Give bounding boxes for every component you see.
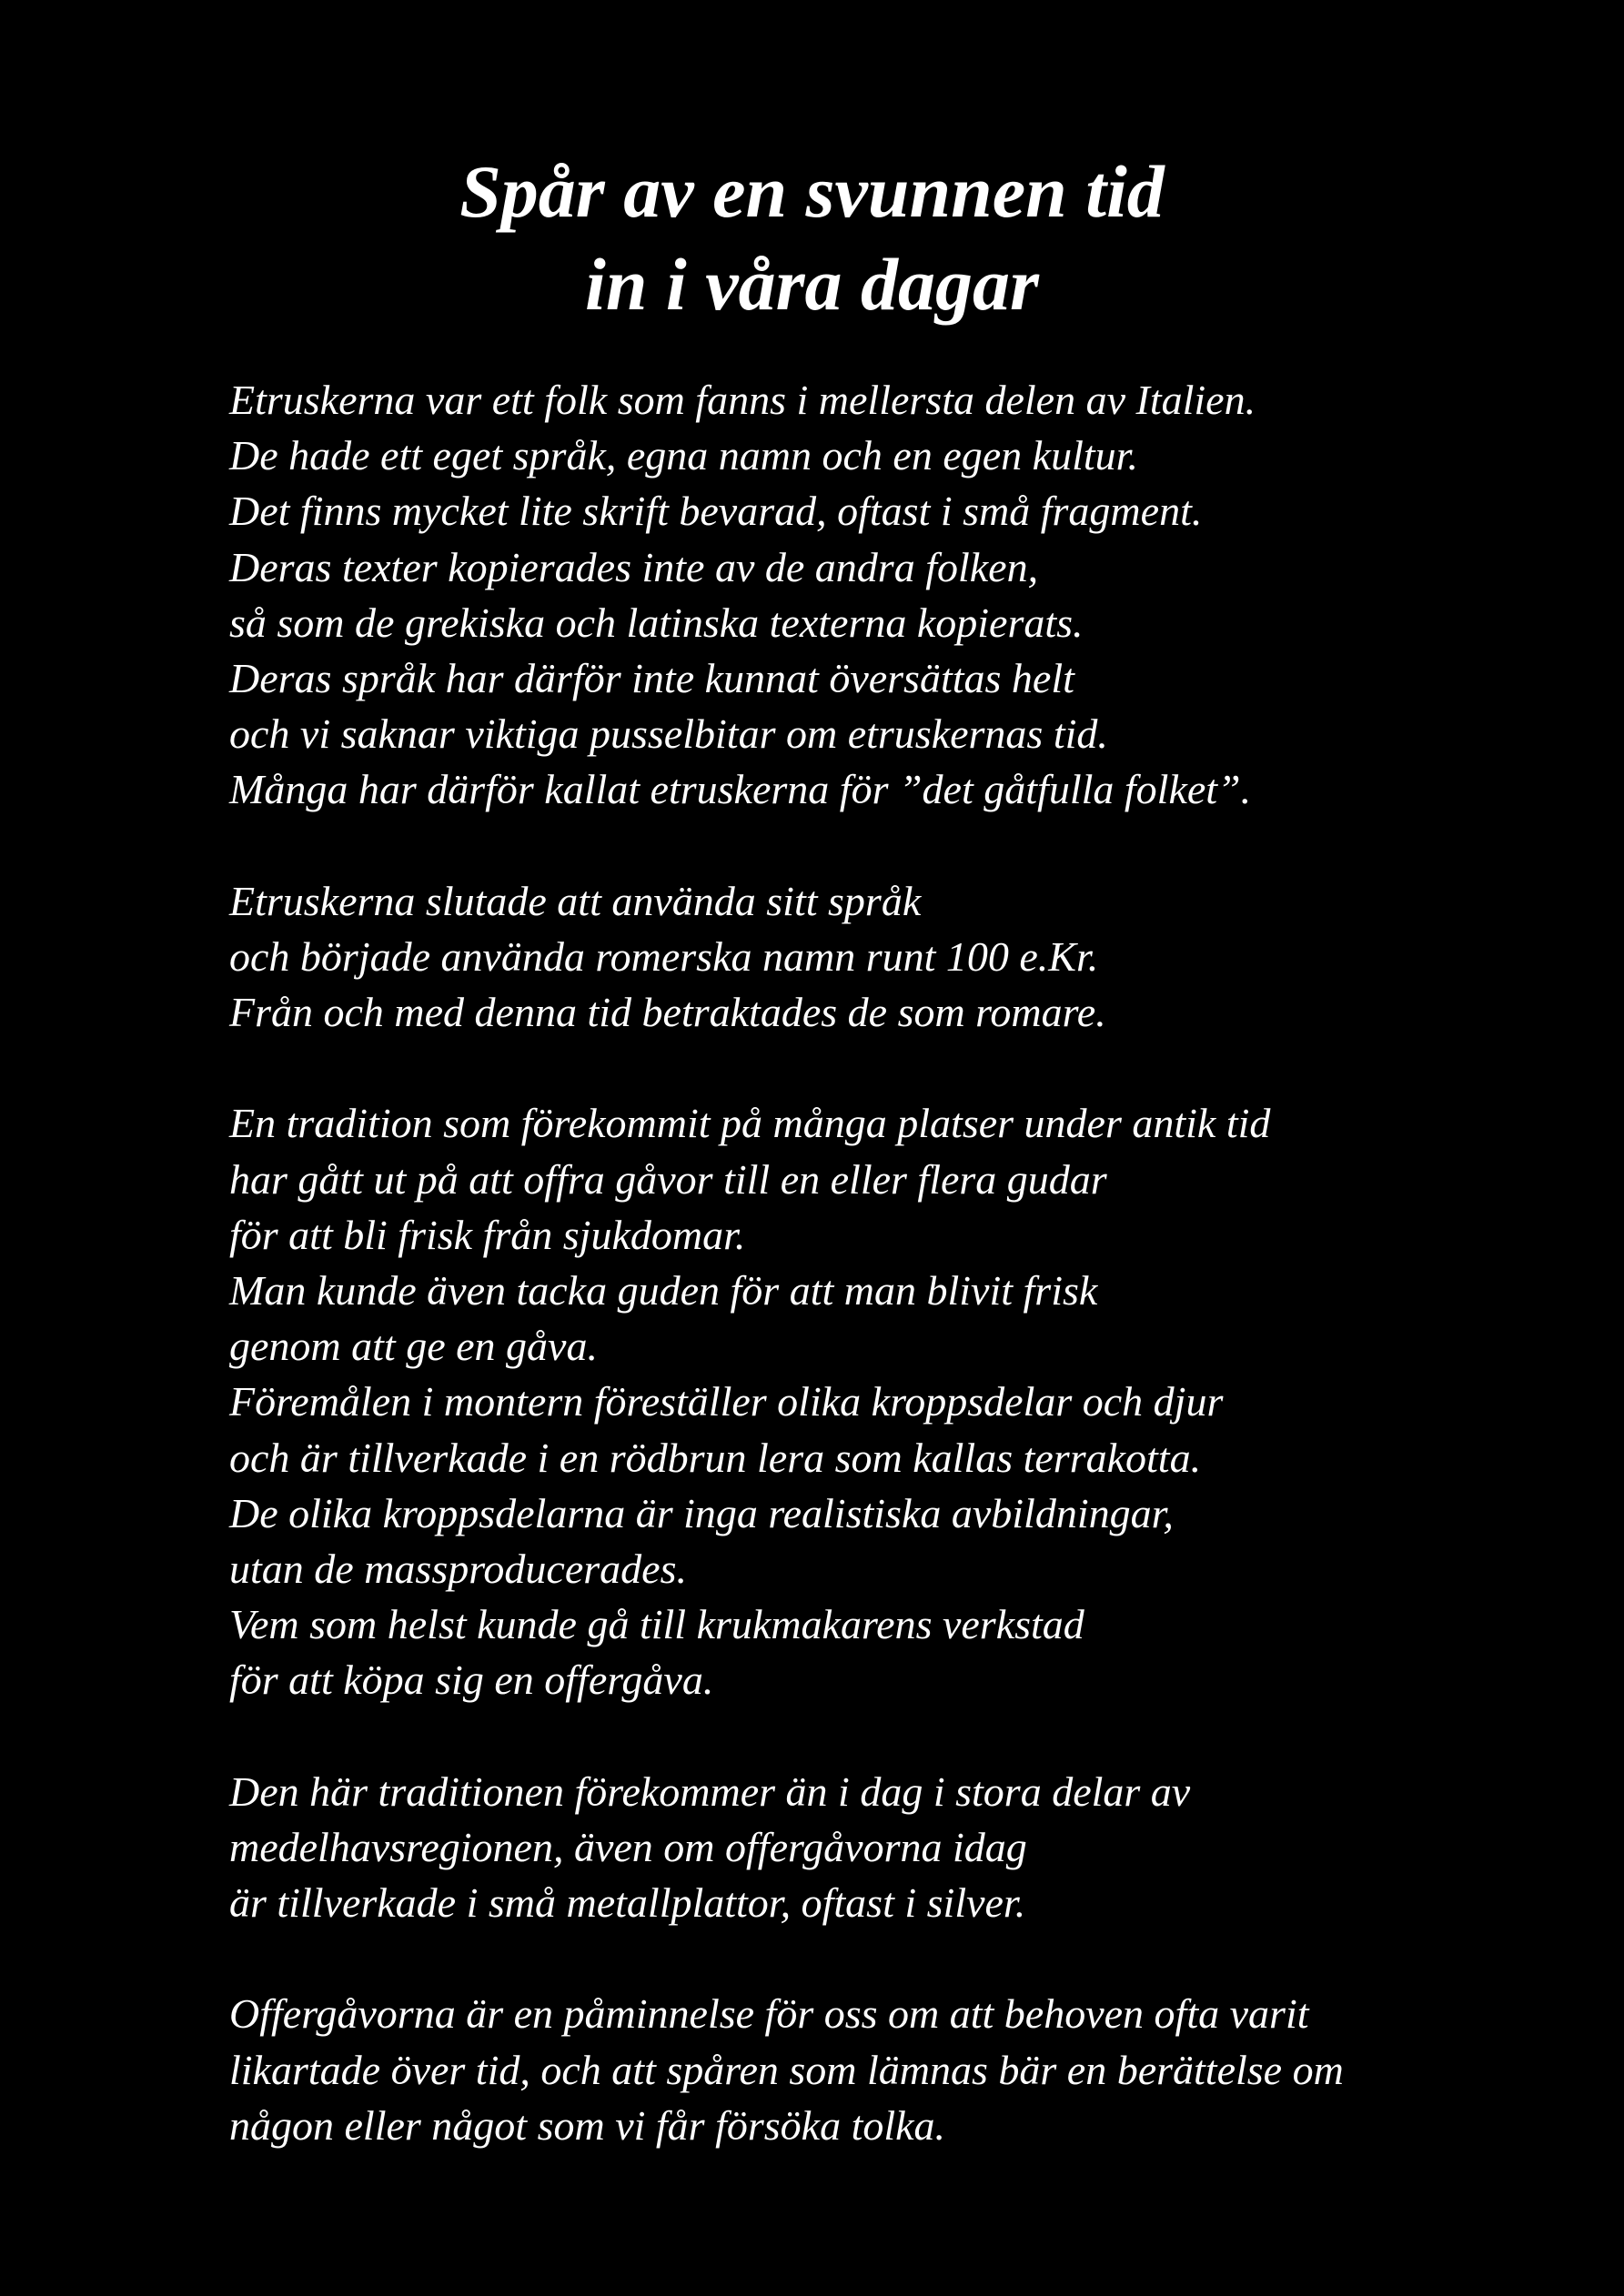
text-line: Etruskerna slutade att använda sitt språk: [229, 877, 922, 924]
text-line: och är tillverkade i en rödbrun lera som kallas terrakotta.: [229, 1434, 1202, 1481]
text-line: för att köpa sig en offergåva.: [229, 1657, 714, 1704]
text-line: för att bli frisk från sjukdomar.: [229, 1211, 746, 1258]
text-line: Vem som helst kunde gå till krukmakarens verkstad: [229, 1601, 1084, 1648]
text-line: Det finns mycket lite skrift bevarad, oftast i små fragment.: [229, 488, 1203, 535]
text-line: Deras texter kopierades inte av de andra folken,: [229, 543, 1039, 590]
text-line: Offergåvorna är en påminnelse för oss om att behoven ofta varit: [229, 1990, 1309, 2038]
text-line: medelhavsregionen, även om offergåvorna idag: [229, 1823, 1027, 1870]
text-line: En tradition som förekommit på många platser under antik tid: [229, 1100, 1271, 1147]
text-line: har gått ut på att offra gåvor till en eller flera gudar: [229, 1155, 1107, 1203]
text-line: så som de grekiska och latinska texterna kopierats.: [229, 599, 1084, 646]
paragraph-etruscans-intro: [229, 372, 1548, 818]
text-line: Från och med denna tid betraktades de som romare.: [229, 989, 1106, 1036]
text-line: och vi saknar viktiga pusselbitar om etruskernas tid.: [229, 710, 1108, 758]
text-line: utan de massproducerades.: [229, 1545, 687, 1592]
text-line: Man kunde även tacka guden för att man blivit frisk: [229, 1267, 1098, 1314]
text-line: är tillverkade i små metallplattor, oftast i silver.: [229, 1879, 1026, 1927]
text-line: och började använda romerska namn runt 100 e.Kr.: [229, 932, 1099, 980]
text-line: genom att ge en gåva.: [229, 1323, 598, 1370]
paragraph-conclusion: [229, 1986, 1548, 2153]
paragraph-modern-tradition: [229, 1764, 1548, 1931]
text-line: någon eller något som vi får försöka tolka.: [229, 2101, 946, 2149]
title-line-2: in i våra dagar: [585, 243, 1039, 326]
text-line: Etruskerna var ett folk som fanns i mellersta delen av Italien.: [229, 377, 1256, 423]
paragraph-language-change: [229, 873, 1548, 1041]
text-line: Deras språk har därför inte kunnat översättas helt: [229, 654, 1074, 701]
text-line: Den här traditionen förekommer än i dag i stora delar av: [229, 1767, 1191, 1815]
page-title: [0, 146, 1624, 331]
text-line: De hade ett eget språk, egna namn och en egen kultur.: [229, 432, 1138, 479]
paragraph-offering-tradition: [229, 1095, 1548, 1707]
text-line: Många har därför kallat etruskerna för ”det gåtfulla folket”.: [229, 766, 1252, 813]
text-line: De olika kroppsdelarna är inga realistiska avbildningar,: [229, 1489, 1174, 1536]
text-line: Föremålen i montern föreställer olika kroppsdelar och djur: [229, 1378, 1224, 1425]
body-text: [229, 372, 1548, 2153]
text-line: likartade över tid, och att spåren som lämnas bär en berättelse om: [229, 2046, 1344, 2093]
title-line-1: Spår av en svunnen tid: [459, 150, 1165, 233]
